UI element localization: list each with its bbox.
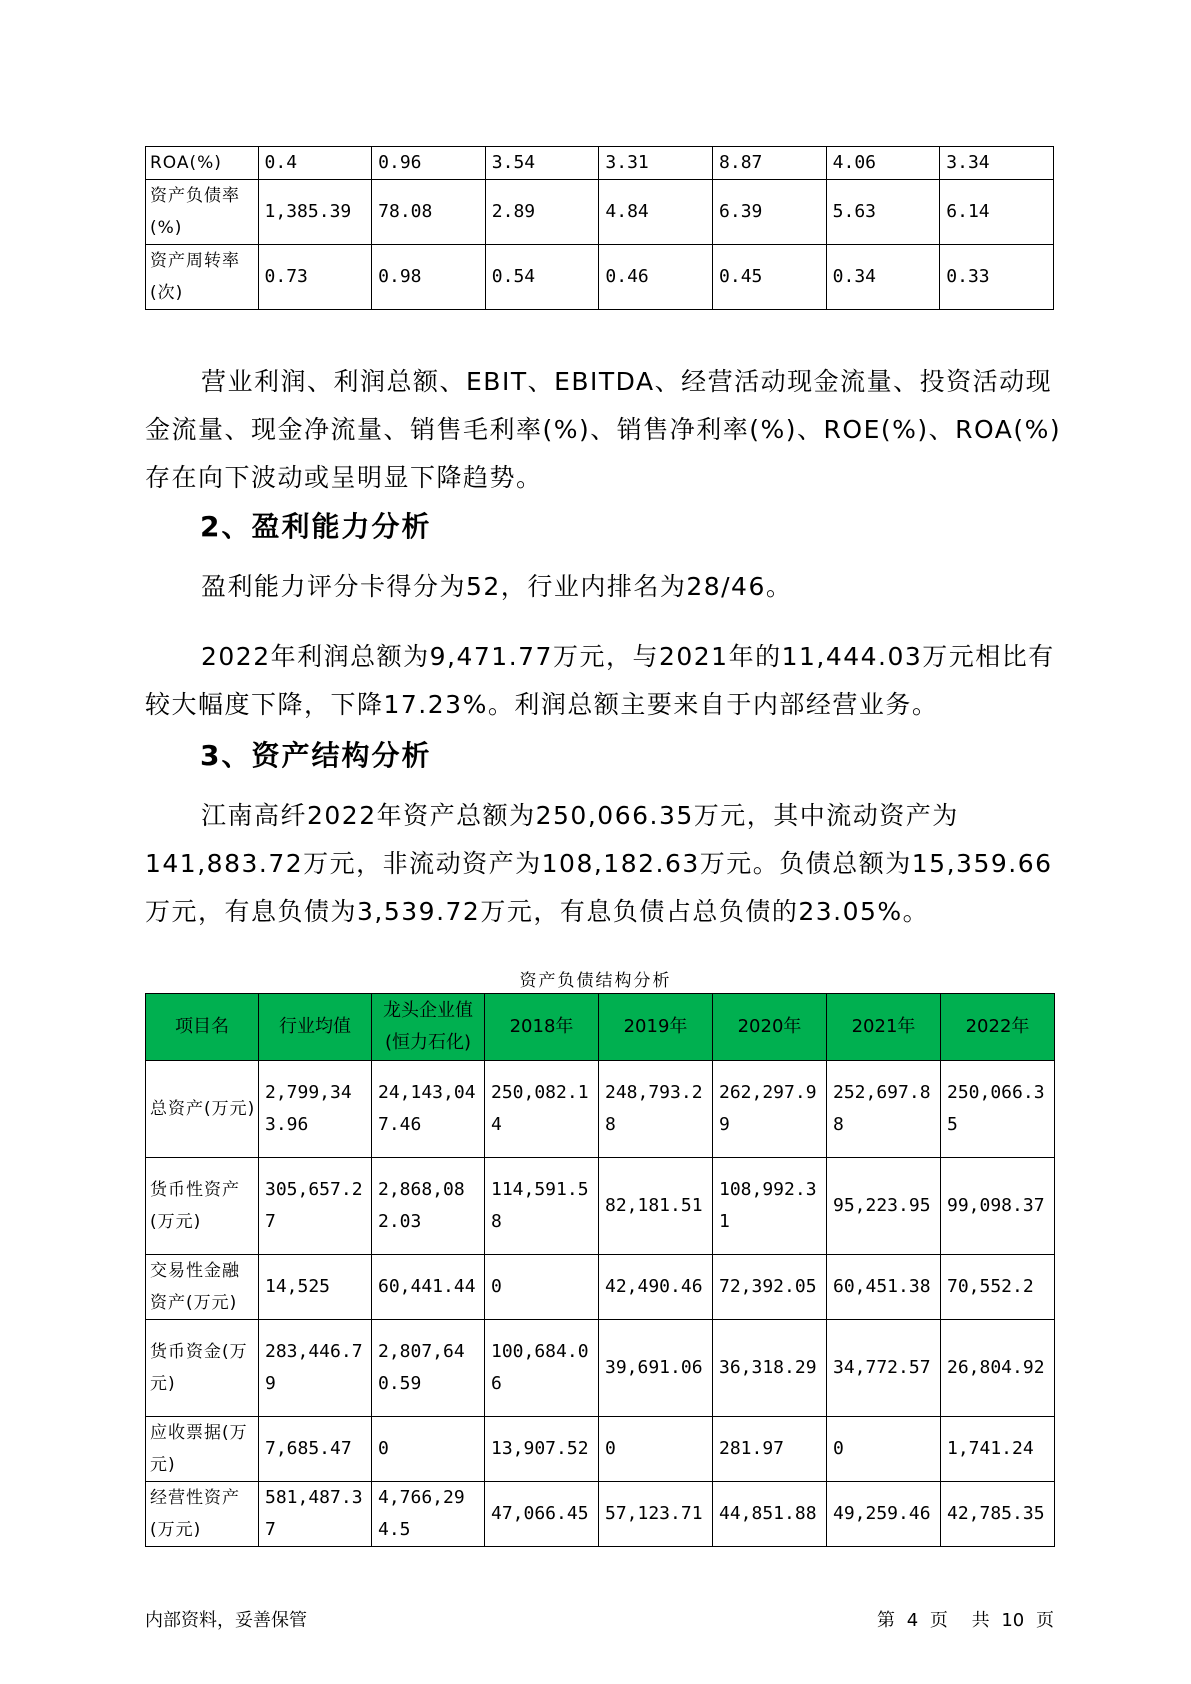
asset-liability-table [145,993,1055,1547]
row-label: 总资产(万元) [146,1061,259,1158]
cell: 305,657.27 [259,1158,372,1255]
cell: 0.33 [940,245,1054,310]
total-word: 页 [1036,1610,1054,1631]
cell: 114,591.58 [485,1158,599,1255]
page-number [871,1606,1054,1632]
cell: 5.63 [826,180,940,245]
asset-summary-paragraph: 江南高纤2022年资产总额为250,066.35万元，其中流动资产为141,883.72万元，非流动资产为108,182.63万元。负债总额为15,359.66万元，有息负债为3,539.72万元，有息负债占总负债的23.05%。 [145,801,1053,926]
cell: 3.54 [485,147,599,180]
cell: 0.46 [599,245,713,310]
cell: 14,525 [259,1255,372,1320]
cell: 0 [372,1417,485,1482]
cell: 4,766,294.5 [372,1482,485,1547]
indicator-table-continued [145,146,1054,310]
column-header: 2018年 [485,994,599,1061]
row-label: 经营性资产(万元) [146,1482,259,1547]
column-header: 2019年 [599,994,713,1061]
table-row [146,245,1054,310]
cell: 1,385.39 [258,180,372,245]
table-row [146,1482,1055,1547]
cell: 581,487.37 [259,1482,372,1547]
cell: 36,318.29 [713,1320,827,1417]
cell: 47,066.45 [485,1482,599,1547]
page-label: 第 [876,1610,895,1631]
cell: 0 [599,1417,713,1482]
page-total: 10 [1001,1610,1025,1631]
row-label: 应收票据(万元) [146,1417,259,1482]
section-heading-profitability: 2、盈利能力分析 [200,510,432,543]
cell: 0.73 [258,245,372,310]
cell: 49,259.46 [827,1482,941,1547]
profit-summary-paragraph: 2022年利润总额为9,471.77万元，与2021年的11,444.03万元相比有较大幅度下降，下降17.23%。利润总额主要来自于内部经营业务。 [145,642,1055,719]
cell: 4.06 [826,147,940,180]
page-word: 页 [929,1610,948,1631]
cell: 6.39 [713,180,827,245]
row-label: 货币性资产(万元) [146,1158,259,1255]
cell: 57,123.71 [599,1482,713,1547]
row-label: ROA(%) [146,147,259,180]
cell: 13,907.52 [485,1417,599,1482]
table-row [146,1255,1055,1320]
column-header: 2021年 [827,994,941,1061]
table-row [146,1061,1055,1158]
column-header: 龙头企业值(恒力石化) [372,994,485,1061]
footer-confidential-note: 内部资料，妥善保管 [145,1610,307,1631]
cell: 262,297.99 [713,1061,827,1158]
cell: 248,793.28 [599,1061,713,1158]
table-row [146,180,1054,245]
cell: 95,223.95 [827,1158,941,1255]
total-label: 共 [971,1610,990,1631]
table-row [146,1320,1055,1417]
cell: 0 [827,1417,941,1482]
section-heading-asset-structure: 3、资产结构分析 [200,739,432,772]
cell: 108,992.31 [713,1158,827,1255]
page-current: 4 [906,1610,919,1631]
row-label: 资产周转率(次) [146,245,259,310]
cell: 0.45 [713,245,827,310]
cell: 1,741.24 [941,1417,1055,1482]
column-header: 2020年 [713,994,827,1061]
table-header-row [146,994,1055,1061]
cell: 100,684.06 [485,1320,599,1417]
cell: 2,807,640.59 [372,1320,485,1417]
cell: 0.54 [485,245,599,310]
table-row [146,1158,1055,1255]
cell: 3.31 [599,147,713,180]
cell: 0.34 [826,245,940,310]
trend-paragraph: 营业利润、利润总额、EBIT、EBITDA、经营活动现金流量、投资活动现金流量、现金净流量、销售毛利率(%)、销售净利率(%)、ROE(%)、ROA(%)存在向下波动或呈明显下降趋势。 [145,367,1062,492]
cell: 0 [485,1255,599,1320]
cell: 39,691.06 [599,1320,713,1417]
cell: 281.97 [713,1417,827,1482]
row-label: 货币资金(万元) [146,1320,259,1417]
cell: 8.87 [713,147,827,180]
cell: 99,098.37 [941,1158,1055,1255]
cell: 60,451.38 [827,1255,941,1320]
table-row [146,147,1054,180]
cell: 4.84 [599,180,713,245]
row-label: 资产负债率(%) [146,180,259,245]
cell: 42,785.35 [941,1482,1055,1547]
cell: 0.4 [258,147,372,180]
cell: 2,868,082.03 [372,1158,485,1255]
cell: 252,697.88 [827,1061,941,1158]
cell: 60,441.44 [372,1255,485,1320]
cell: 7,685.47 [259,1417,372,1482]
cell: 72,392.05 [713,1255,827,1320]
profitability-score-paragraph: 盈利能力评分卡得分为52，行业内排名为28/46。 [201,572,793,601]
cell: 250,066.35 [941,1061,1055,1158]
column-header: 行业均值 [259,994,372,1061]
cell: 3.34 [940,147,1054,180]
cell: 2.89 [485,180,599,245]
cell: 42,490.46 [599,1255,713,1320]
table-caption: 资产负债结构分析 [519,971,672,991]
cell: 82,181.51 [599,1158,713,1255]
column-header: 2022年 [941,994,1055,1061]
cell: 24,143,047.46 [372,1061,485,1158]
cell: 70,552.2 [941,1255,1055,1320]
column-header: 项目名 [146,994,259,1061]
table-row [146,1417,1055,1482]
cell: 34,772.57 [827,1320,941,1417]
cell: 250,082.14 [485,1061,599,1158]
cell: 0.96 [372,147,486,180]
cell: 283,446.79 [259,1320,372,1417]
cell: 2,799,343.96 [259,1061,372,1158]
cell: 6.14 [940,180,1054,245]
cell: 78.08 [372,180,486,245]
cell: 44,851.88 [713,1482,827,1547]
cell: 0.98 [372,245,486,310]
cell: 26,804.92 [941,1320,1055,1417]
row-label: 交易性金融资产(万元) [146,1255,259,1320]
